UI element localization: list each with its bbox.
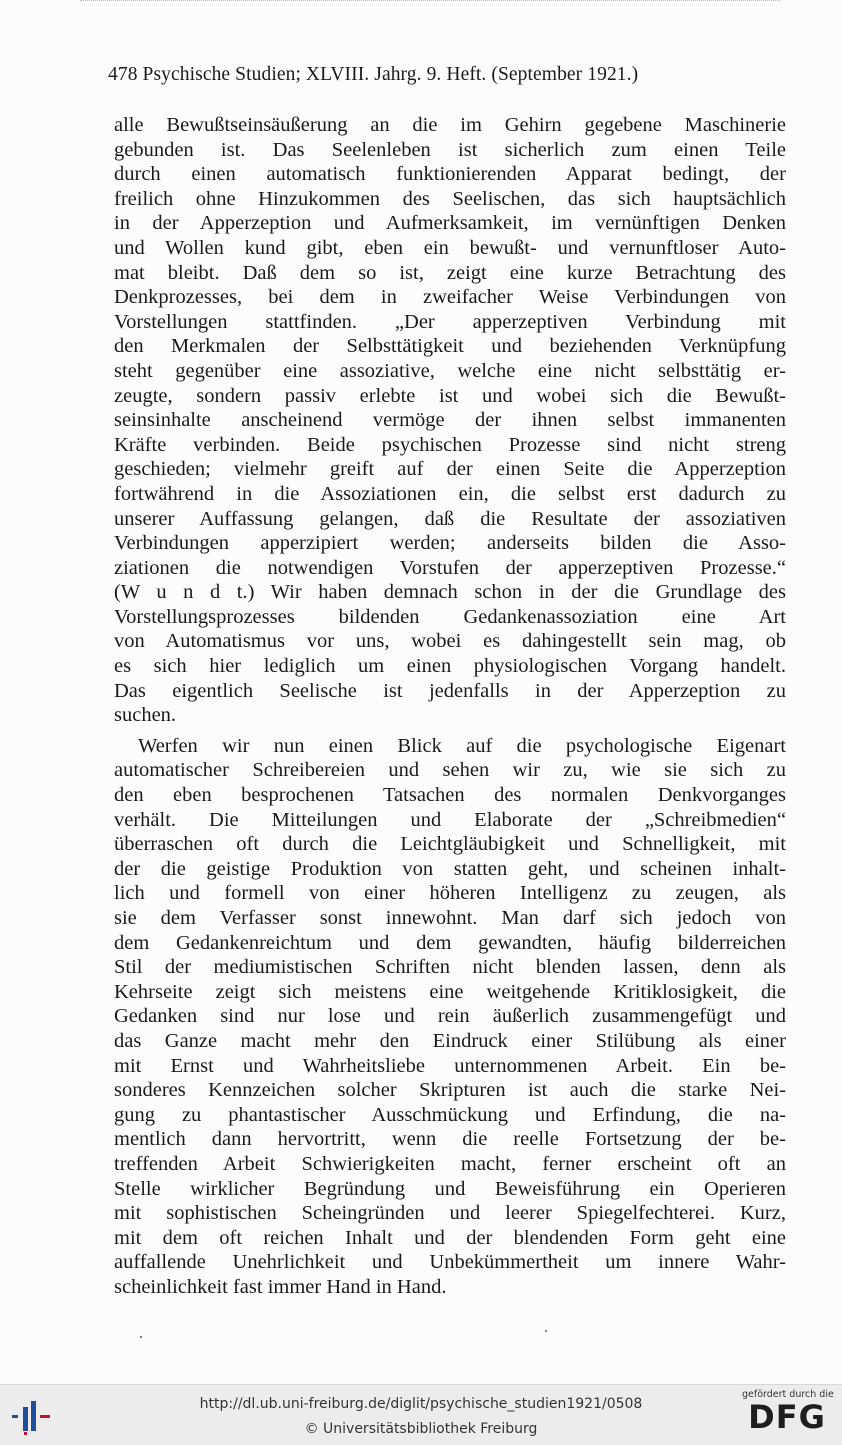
text-line: Stelle wirklicher Begründung und Beweisführung ein Operieren xyxy=(114,1177,786,1200)
text-line: das Ganze macht mehr den Eindruck einer Stilübung als einer xyxy=(114,1029,786,1052)
text-line: Kehrseite zeigt sich meistens eine weitgehende Kritiklosigkeit, die xyxy=(114,980,786,1003)
text-line: Kräfte verbinden. Beide psychischen Prozesse sind nicht streng xyxy=(114,433,786,456)
text-line: lich und formell von einer höheren Intelligenz zu zeugen, als xyxy=(114,882,786,905)
text-line: mentlich dann hervortritt, wenn die reelle Fortsetzung der be- xyxy=(114,1128,786,1151)
text-line: alle Bewußtseinsäußerung an die im Gehirn gegebene Maschinerie xyxy=(114,114,786,136)
text-line: scheinlichkeit fast immer Hand in Hand. xyxy=(114,1275,447,1298)
top-edge-marks xyxy=(80,0,780,11)
text-line: Denkprozesses, bei dem in zweifacher Weise Verbindungen von xyxy=(114,286,786,309)
text-line: suchen. xyxy=(114,704,177,727)
text-line: Werfen wir nun einen Blick auf die psychologische Eigenart xyxy=(138,734,786,757)
viewer-footer xyxy=(0,1384,842,1445)
text-line: Verbindungen apperzipiert werden; anderseits bilden die Asso- xyxy=(114,532,786,555)
text-line: automatischer Schreibereien und sehen wir zu, wie sie sich zu xyxy=(114,759,786,782)
dfg-caption: gefördert durch die xyxy=(742,1389,834,1400)
dfg-logo-text: DFG xyxy=(748,1398,826,1436)
text-line: den eben besprochenen Tatsachen des normalen Denkvorganges xyxy=(114,784,786,807)
text-line: freilich ohne Hinzukommen des Seelischen, das sich hauptsächlich xyxy=(114,187,786,210)
scan-speck xyxy=(140,1336,142,1338)
text-line: Stil der mediumistischen Schriften nicht blenden lassen, denn als xyxy=(114,956,786,979)
text-line: gebunden ist. Das Seelenleben ist sicherlich zum einen Teile xyxy=(114,138,786,161)
running-head: 478 Psychische Studien; XLVIII. Jahrg. 9. Heft. (September 1921.) xyxy=(108,64,639,85)
dfg-logo xyxy=(742,1389,832,1439)
text-line: der die geistige Produktion von statten geht, und scheinen inhalt- xyxy=(114,857,786,880)
text-line: geschieden; vielmehr greift auf der einen Seite die Apperzeption xyxy=(114,458,786,481)
text-line: Vorstellungsprozesses bildenden Gedankenassoziation eine Art xyxy=(114,605,786,628)
text-line: fortwährend in die Assoziationen ein, die selbst erst dadurch zu xyxy=(114,482,786,505)
body-text xyxy=(114,113,786,1300)
text-line: Vorstellungen stattfinden. „Der apperzeptiven Verbindung mit xyxy=(114,310,786,333)
text-line: gung zu phantastischer Ausschmückung und Erfindung, die na- xyxy=(114,1103,786,1126)
text-line: treffenden Arbeit Schwierigkeiten macht, ferner erscheint oft an xyxy=(114,1152,786,1175)
text-line: überraschen oft durch die Leichtgläubigkeit und Schnelligkeit, mit xyxy=(114,833,786,856)
text-line: sonderes Kennzeichen solcher Skripturen ist auch die starke Nei- xyxy=(114,1079,786,1102)
text-line: mit dem oft reichen Inhalt und der blendenden Form geht eine xyxy=(114,1226,786,1249)
text-line: zeugte, sondern passiv erlebte ist und wobei sich die Bewußt- xyxy=(114,384,786,407)
text-line: es sich hier lediglich um einen physiologischen Vorgang handelt. xyxy=(114,655,786,678)
text-line: dem Gedankenreichtum und dem gewandten, häufig bilderreichen xyxy=(114,931,786,954)
text-line: mit Ernst und Wahrheitsliebe unternommenen Arbeit. Ein be- xyxy=(114,1054,786,1077)
paragraph-1 xyxy=(114,113,786,728)
text-line: Das eigentlich Seelische ist jedenfalls in der Apperzeption zu xyxy=(114,679,786,702)
copyright-notice: © Universitätsbibliothek Freiburg xyxy=(304,1421,538,1437)
text-line: unserer Auffassung gelangen, daß die Resultate der assoziativen xyxy=(114,507,786,530)
text-line: verhält. Die Mitteilungen und Elaborate der „Schreibmedien“ xyxy=(114,808,786,831)
text-line: mat bleibt. Daß dem so ist, zeigt eine kurze Betrachtung des xyxy=(114,261,786,284)
text-line: durch einen automatisch funktionierenden Apparat bedingt, der xyxy=(114,163,786,186)
scan-speck xyxy=(545,1330,547,1332)
text-line: sie dem Verfasser sonst innewohnt. Man darf sich jedoch von xyxy=(114,907,786,929)
text-line: steht gegenüber eine assoziative, welche eine nicht selbsttätig er- xyxy=(114,359,786,382)
text-line: Gedanken sind nur lose und rein äußerlich zusammengefügt und xyxy=(114,1005,786,1028)
paragraph-2 xyxy=(114,734,786,1300)
text-line: mit sophistischen Scheingründen und leerer Spiegelfechterei. Kurz, xyxy=(114,1202,786,1225)
text-line: auffallende Unehrlichkeit und Unbekümmertheit um innere Wahr- xyxy=(114,1251,786,1274)
text-line: den Merkmalen der Selbsttätigkeit und beziehenden Verknüpfung xyxy=(114,335,786,358)
text-line: ziationen die notwendigen Vorstufen der apperzeptiven Prozesse.“ xyxy=(114,556,786,579)
text-line: seinsinhalte anscheinend vermöge der ihnen selbst immanenten xyxy=(114,409,786,432)
text-line: und Wollen kund gibt, eben ein bewußt- und vernunftloser Auto- xyxy=(114,236,786,259)
text-line: in der Apperzeption und Aufmerksamkeit, im vernünftigen Denken xyxy=(114,212,786,235)
text-line: von Automatismus vor uns, wobei es dahingestellt sein mag, ob xyxy=(114,630,786,653)
text-line: (W u n d t.) Wir haben demnach schon in der die Grundlage des xyxy=(114,581,786,604)
source-url-link[interactable]: http://dl.ub.uni-freiburg.de/diglit/psychische_studien1921/0508 xyxy=(199,1396,643,1412)
